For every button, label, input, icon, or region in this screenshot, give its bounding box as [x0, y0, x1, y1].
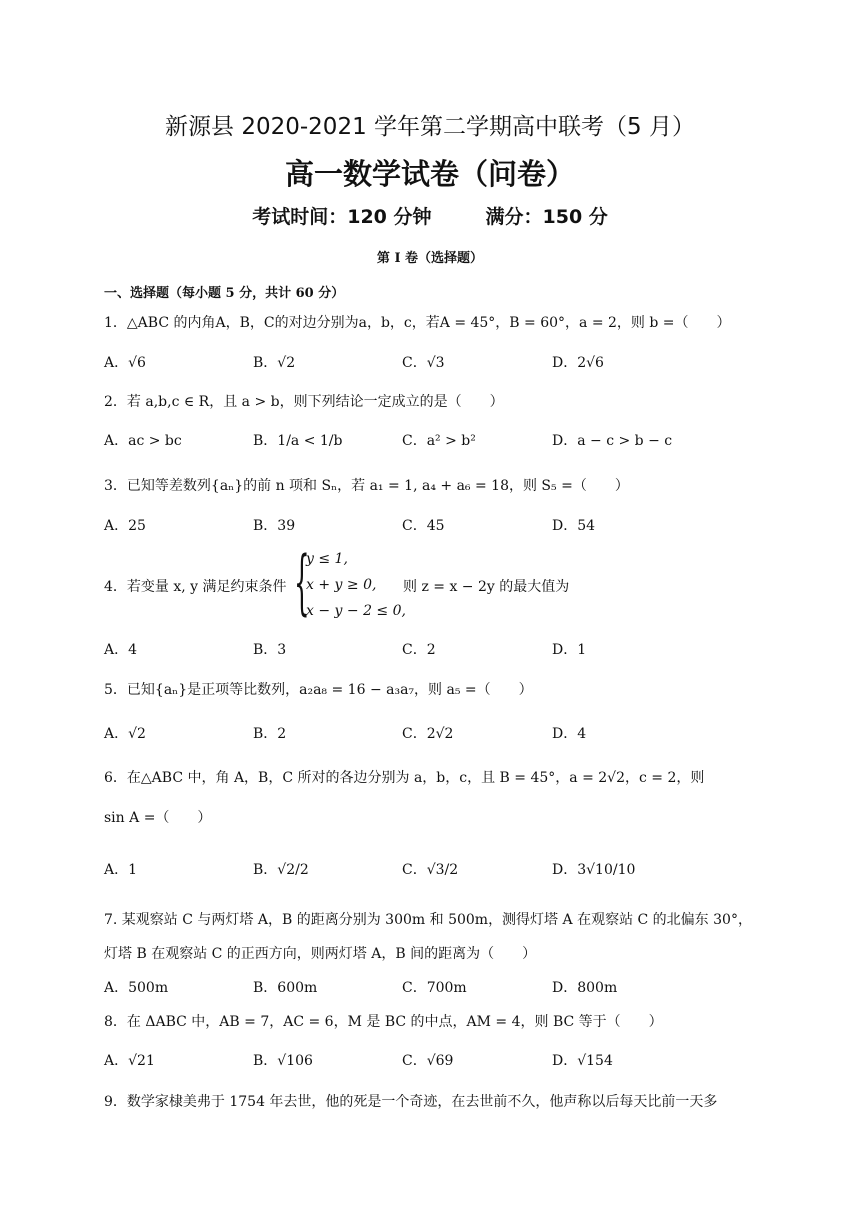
question-8-stem: 8．在 ΔABC 中，AB = 7，AC = 6，M 是 BC 的中点，AM = 4，则 BC 等于（ ） [104, 1014, 663, 1030]
question-3-option-b: B．39 [253, 518, 296, 534]
question-7-stem-line2: 灯塔 B 在观察站 C 的正西方向，则两灯塔 A，B 间的距离为（ ） [104, 946, 537, 962]
question-6-option-c: C．√3/2 [402, 862, 459, 878]
question-6-option-a: A．1 [104, 862, 138, 878]
question-4-option-b: B．3 [253, 642, 287, 658]
question-3-option-a: A．25 [104, 518, 146, 534]
question-3-stem: 3．已知等差数列{aₙ}的前 n 项和 Sₙ，若 a₁ = 1, a₄ + a₆ = 18，则 S₅ =（ ） [104, 478, 629, 494]
question-6-option-d: D．3√10/10 [552, 862, 636, 878]
question-8-option-c: C．√69 [402, 1053, 454, 1069]
exam-title-line1: 新源县 2020-2021 学年第二学期高中联考（5 月） [165, 114, 695, 140]
question-5-option-b: B．2 [253, 726, 287, 742]
question-1-option-b: B．√2 [253, 355, 296, 371]
question-3-option-d: D．54 [552, 518, 596, 534]
question-5-option-a: A．√2 [104, 726, 146, 742]
exam-full-score: 满分：150 分 [485, 206, 608, 228]
question-5-option-d: D．4 [552, 726, 587, 742]
question-6-stem-line2: sin A =（ ） [104, 810, 212, 826]
exam-info [0, 202, 860, 229]
part-heading: 一、选择题（每小题 5 分，共计 60 分） [104, 286, 345, 301]
question-1-option-c: C．√3 [402, 355, 445, 371]
question-5-stem: 5．已知{aₙ}是正项等比数列，a₂a₈ = 16 − a₃a₇，则 a₅ =（ ） [104, 682, 533, 698]
question-4-stem-suffix: 则 z = x − 2y 的最大值为 [403, 579, 570, 595]
question-7-option-a: A．500m [104, 980, 169, 996]
question-6-option-b: B．√2/2 [253, 862, 309, 878]
question-9-stem: 9．数学家棣美弗于 1754 年去世，他的死是一个奇迹，在去世前不久，他声称以后每天比前一天多 [104, 1094, 718, 1110]
question-7-option-b: B．600m [253, 980, 318, 996]
question-5-option-c: C．2√2 [402, 726, 454, 742]
question-4-option-c: C．2 [402, 642, 436, 658]
question-4-option-d: D．1 [552, 642, 587, 658]
section-heading: 第 I 卷（选择题） [376, 251, 484, 266]
question-2-option-a: A．ac > bc [104, 433, 182, 449]
exam-title: 高一数学试卷（问卷） [284, 157, 575, 191]
constraint-3: x − y − 2 ≤ 0, [306, 603, 406, 619]
question-2-option-c: C．a² > b² [402, 433, 476, 449]
constraint-2: x + y ≥ 0, [306, 577, 377, 593]
question-3-option-c: C．45 [402, 518, 445, 534]
question-2-option-d: D．a − c > b − c [552, 433, 673, 449]
question-1-stem: 1．△ABC 的内角A，B，C的对边分别为a，b，c，若A = 45°，B = 60°，a = 2，则 b =（ ） [104, 315, 731, 331]
exam-time: 考试时间：120 分钟 [252, 206, 432, 228]
left-brace: { [294, 541, 310, 623]
question-8-option-b: B．√106 [253, 1053, 313, 1069]
question-1-option-a: A．√6 [104, 355, 146, 371]
question-7-option-c: C．700m [402, 980, 467, 996]
question-6-stem: 6．在△ABC 中，角 A，B，C 所对的各边分别为 a，b，c，且 B = 45°，a = 2√2，c = 2，则 [104, 770, 705, 786]
question-2-stem: 2．若 a,b,c ∈ R，且 a > b，则下列结论一定成立的是（ ） [104, 394, 504, 410]
question-7-stem: 7. 某观察站 C 与两灯塔 A，B 的距离分别为 300m 和 500m，测得灯塔 A 在观察站 C 的北偏东 30°， [104, 912, 752, 928]
question-8-option-d: D．√154 [552, 1053, 613, 1069]
question-2-option-b: B．1/a < 1/b [253, 433, 343, 449]
question-4-option-a: A．4 [104, 642, 138, 658]
question-8-option-a: A．√21 [104, 1053, 155, 1069]
constraint-1: y ≤ 1, [306, 551, 348, 567]
question-1-option-d: D．2√6 [552, 355, 604, 371]
question-7-option-d: D．800m [552, 980, 618, 996]
question-4-stem-prefix: 4．若变量 x, y 满足约束条件 [104, 579, 287, 595]
